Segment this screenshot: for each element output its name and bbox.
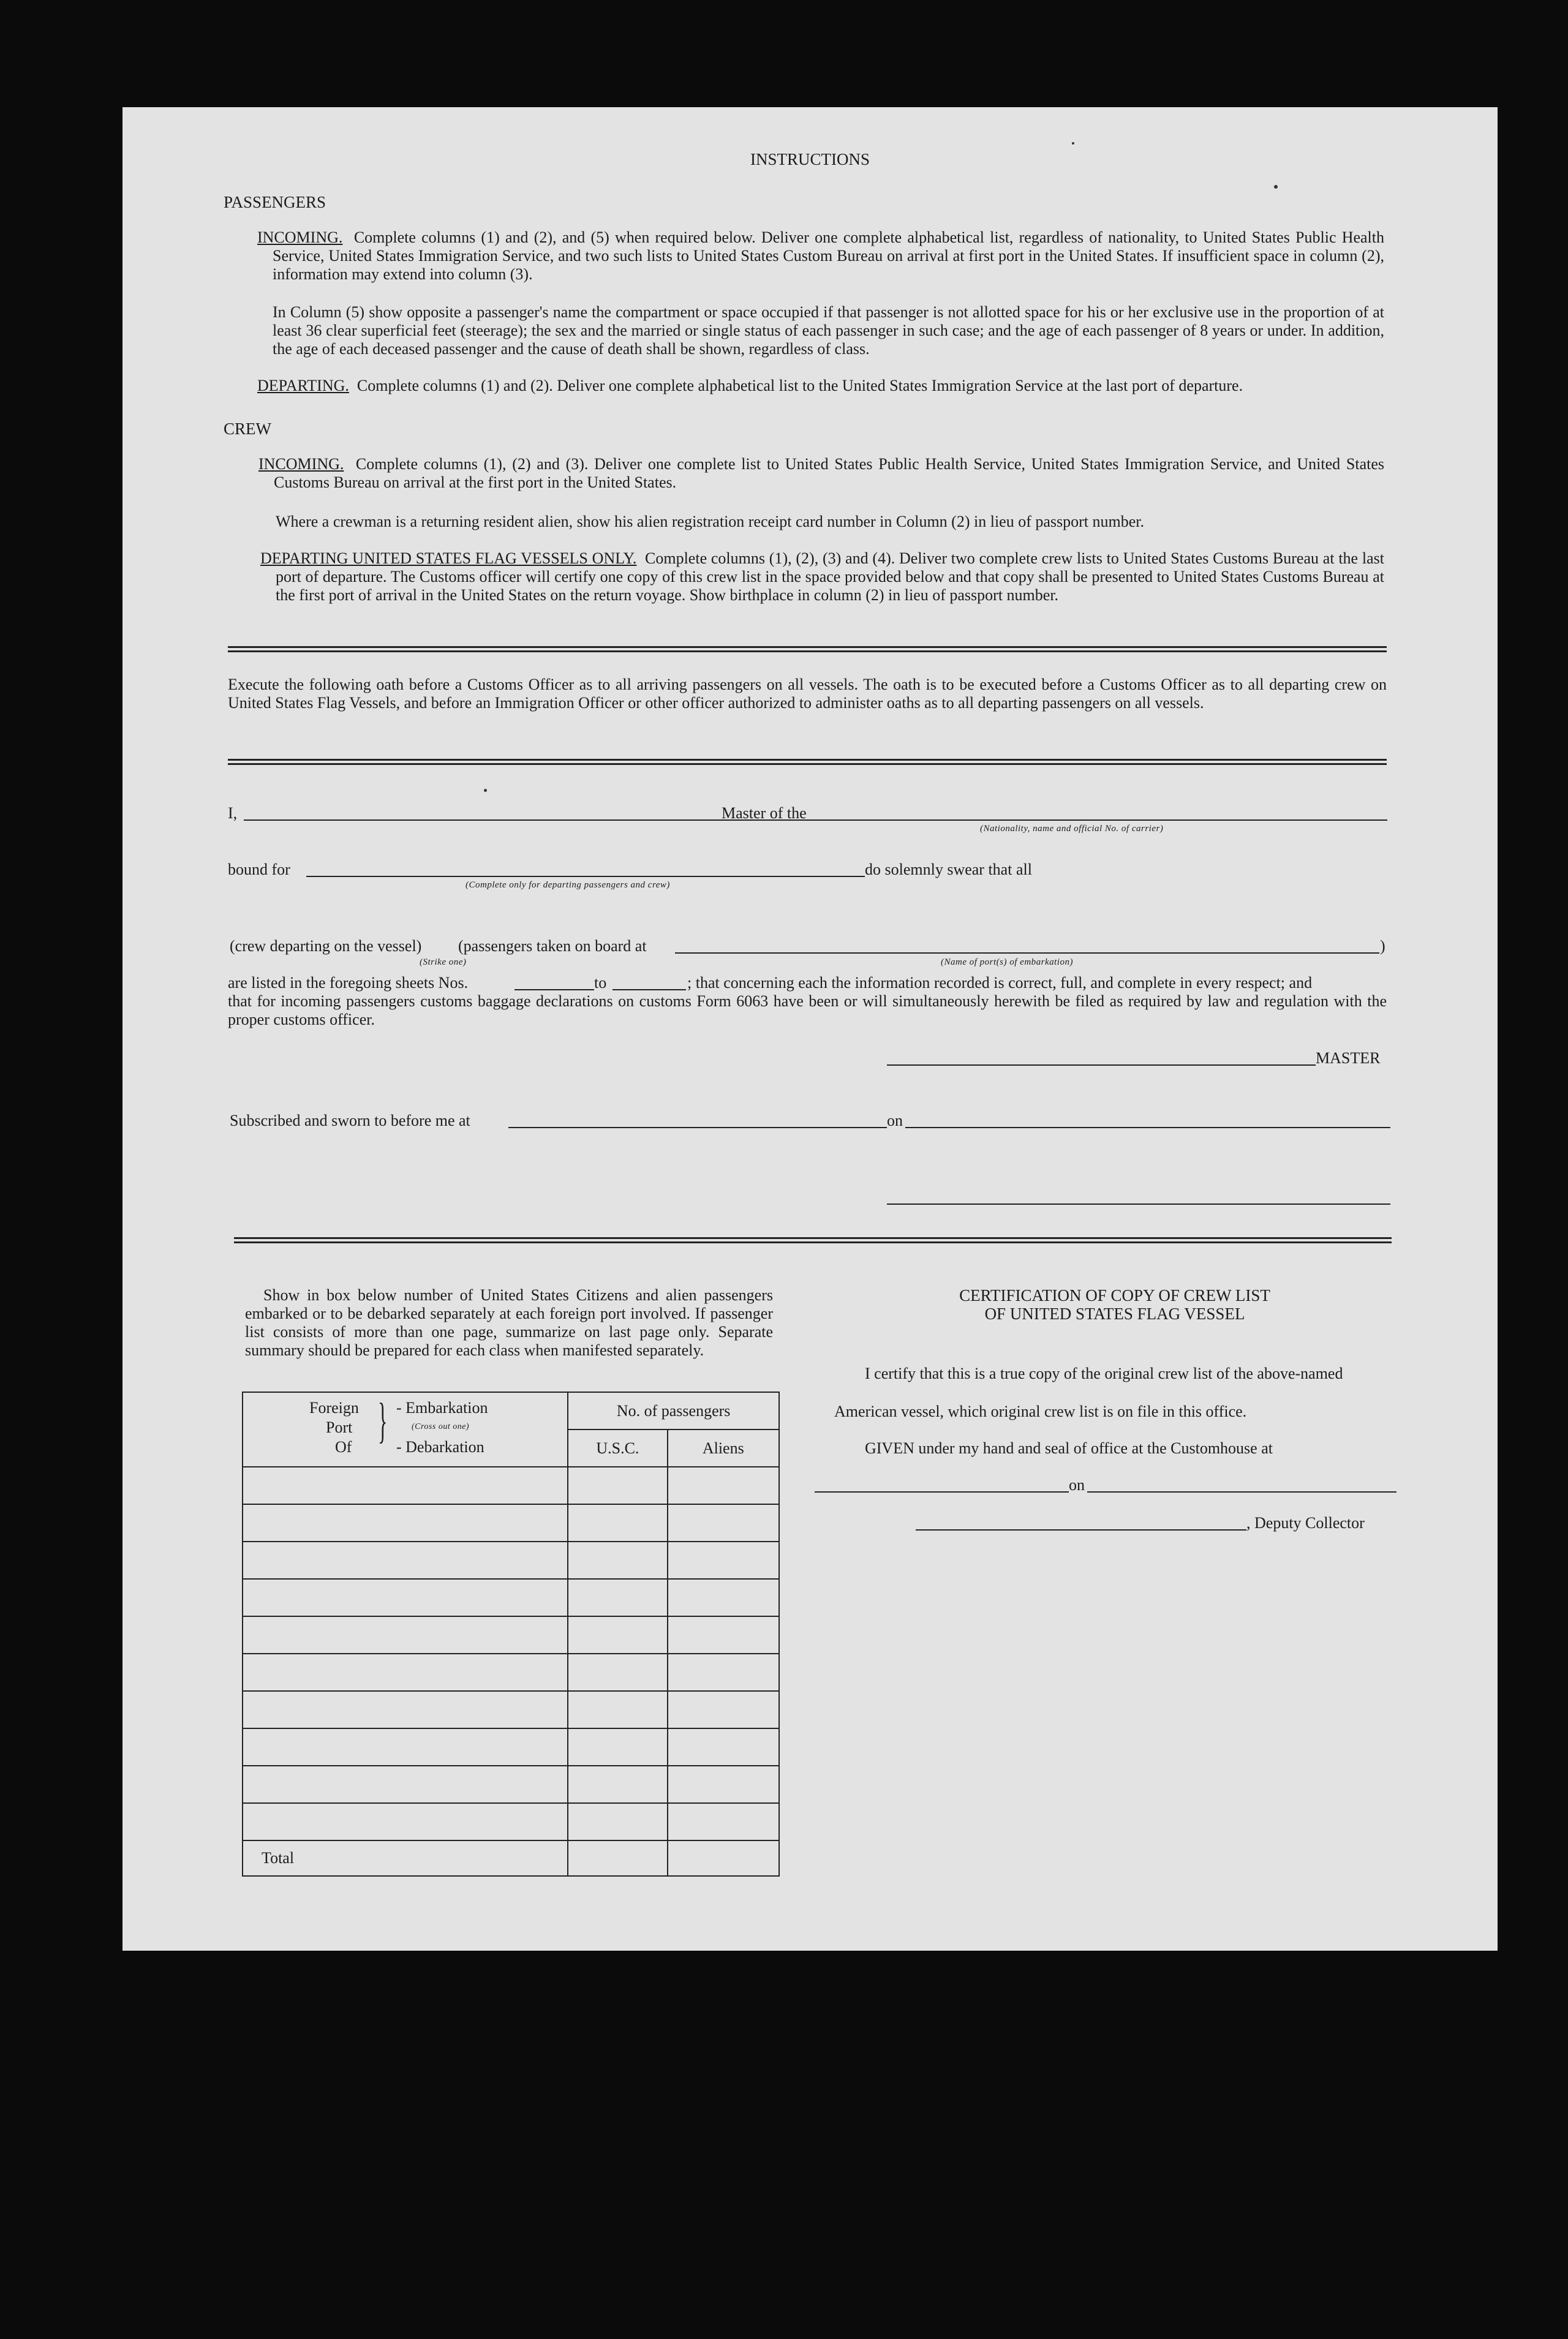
usc-cell[interactable] bbox=[568, 1467, 667, 1504]
ports-caption: (Name of port(s) of embarkation) bbox=[941, 957, 1073, 967]
port-cell[interactable] bbox=[243, 1728, 568, 1766]
passengers-departing-label: DEPARTING. bbox=[257, 377, 349, 394]
summary-instruction: Show in box below number of United States Citizens and alien passengers embarked or to be debarked separately at each foreign port involved. If passenger list consists of more than one page, summarize on last page only. Separate summary should be prepared for each class when manifested separately. bbox=[245, 1286, 773, 1359]
subscribed-label: Subscribed and sworn to before me at bbox=[230, 1112, 470, 1129]
embarkation-ports-field[interactable] bbox=[675, 952, 1379, 954]
port-cell[interactable] bbox=[243, 1654, 568, 1691]
usc-cell[interactable] bbox=[568, 1728, 667, 1766]
certification-line-3: GIVEN under my hand and seal of office at the Customhouse at bbox=[865, 1439, 1273, 1457]
certification-title-2: OF UNITED STATES FLAG VESSEL bbox=[984, 1305, 1245, 1323]
oath-i-label: I, bbox=[228, 804, 238, 822]
table-row bbox=[243, 1467, 779, 1504]
crew-incoming-text: Complete columns (1), (2) and (3). Deliver one complete list to United States Public Health Service, United States Immigration Service, and United States Customs Bureau on arrival at the first port in the United States. bbox=[274, 455, 1384, 491]
passenger-summary-table bbox=[242, 1392, 780, 1877]
speck-mark bbox=[484, 789, 487, 792]
usc-cell[interactable] bbox=[568, 1579, 667, 1616]
port-cell[interactable] bbox=[243, 1766, 568, 1803]
aliens-cell[interactable] bbox=[668, 1467, 779, 1504]
carrier-field[interactable] bbox=[827, 819, 1387, 821]
master-of-label: Master of the bbox=[722, 804, 807, 822]
speck-mark bbox=[1072, 142, 1074, 145]
passengers-incoming-label: INCOMING. bbox=[257, 228, 343, 246]
usc-cell[interactable] bbox=[568, 1616, 667, 1654]
listed-prefix: are listed in the foregoing sheets Nos. bbox=[228, 974, 469, 992]
oath-instruction: Execute the following oath before a Customs Officer as to all arriving passengers on all vessels. The oath is to be executed before a Customs Officer as to all departing crew on United States Flag Vessels, and before an Immigration Officer or other officer authorized to administer oaths as to all departing passengers on all vessels. bbox=[228, 676, 1387, 712]
total-usc-cell[interactable] bbox=[568, 1840, 667, 1876]
aliens-cell[interactable] bbox=[668, 1691, 779, 1728]
port-cell[interactable] bbox=[243, 1616, 568, 1654]
crew-departing-label: DEPARTING UNITED STATES FLAG VESSELS ONLY. bbox=[260, 549, 637, 567]
customhouse-field[interactable] bbox=[815, 1491, 1069, 1493]
master-signature-field[interactable] bbox=[887, 1064, 1316, 1066]
officer-signature-field[interactable] bbox=[887, 1203, 1390, 1205]
oath-divider bbox=[228, 759, 1387, 765]
foreign-port-header bbox=[243, 1392, 568, 1467]
table-row bbox=[243, 1766, 779, 1803]
port-label: Port bbox=[326, 1418, 353, 1436]
total-row bbox=[243, 1840, 779, 1876]
usc-cell[interactable] bbox=[568, 1691, 667, 1728]
aliens-header: Aliens bbox=[668, 1429, 779, 1467]
brace-icon: } bbox=[378, 1394, 388, 1448]
certification-line-2: American vessel, which original crew list is on file in this office. bbox=[834, 1403, 1247, 1420]
certification-title-1: CERTIFICATION OF COPY OF CREW LIST bbox=[959, 1286, 1270, 1305]
section-divider bbox=[228, 646, 1387, 652]
sworn-on-label: on bbox=[887, 1112, 903, 1129]
listed-text-2: that for incoming passengers customs baggage declarations on customs Form 6063 have been or will simultaneously herewith be filed as required by law and regulation with the proper customs officer. bbox=[228, 992, 1387, 1028]
master-label: MASTER bbox=[1316, 1049, 1381, 1067]
certification-line-1: I certify that this is a true copy of the original crew list of the above-named bbox=[865, 1365, 1343, 1382]
sheet-from-field[interactable] bbox=[514, 989, 594, 990]
deputy-collector-label: , Deputy Collector bbox=[1246, 1514, 1365, 1532]
usc-cell[interactable] bbox=[568, 1504, 667, 1542]
listed-rest: ; that concerning each the information recorded is correct, full, and complete in every respect; and bbox=[687, 974, 1313, 992]
passengers-departing-paragraph bbox=[257, 377, 1384, 395]
aliens-cell[interactable] bbox=[668, 1728, 779, 1766]
crew-departing-text: Complete columns (1), (2), (3) and (4). Deliver two complete crew lists to United States Customs Bureau at the last port of departure. The Customs officer will certify one copy of this crew list in the space provided below and that copy shall be presented to United States Customs Bureau at the first port of arrival in the United States on the return voyage. Show birthplace in column (2) in lieu of passport number. bbox=[276, 549, 1384, 604]
deputy-signature-field[interactable] bbox=[916, 1529, 1246, 1531]
bound-for-caption: (Complete only for departing passengers and crew) bbox=[466, 880, 670, 890]
port-cell[interactable] bbox=[243, 1542, 568, 1579]
cross-out-caption: (Cross out one) bbox=[412, 1422, 470, 1431]
aliens-cell[interactable] bbox=[668, 1504, 779, 1542]
usc-cell[interactable] bbox=[568, 1542, 667, 1579]
crew-resident-paragraph: Where a crewman is a returning resident alien, show his alien registration receipt card number in Column (2) in lieu of passport number. bbox=[276, 513, 1145, 530]
crew-incoming-label: INCOMING. bbox=[258, 455, 344, 473]
foreign-label: Foreign bbox=[309, 1399, 359, 1417]
swear-text: do solemnly swear that all bbox=[865, 861, 1032, 878]
passengers-incoming-text: Complete columns (1) and (2), and (5) when required below. Deliver one complete alphabetical list, regardless of nationality, to United States Public Health Service, United States Immigration Service, and two such lists to United States Custom Bureau on arrival at first port in the United States. If insufficient space in column (2), information may extend into column (3). bbox=[273, 228, 1384, 283]
of-label: Of bbox=[335, 1438, 352, 1456]
usc-header: U.S.C. bbox=[568, 1429, 667, 1467]
total-aliens-cell[interactable] bbox=[668, 1840, 779, 1876]
table-row bbox=[243, 1691, 779, 1728]
table-row bbox=[243, 1728, 779, 1766]
aliens-cell[interactable] bbox=[668, 1616, 779, 1654]
port-cell[interactable] bbox=[243, 1504, 568, 1542]
close-paren: ) bbox=[1380, 937, 1385, 955]
no-of-passengers-header: No. of passengers bbox=[568, 1392, 779, 1429]
aliens-cell[interactable] bbox=[668, 1766, 779, 1803]
strike-caption: (Strike one) bbox=[420, 957, 467, 967]
bound-for-label: bound for bbox=[228, 861, 290, 878]
usc-cell[interactable] bbox=[568, 1766, 667, 1803]
crew-title: CREW bbox=[224, 420, 271, 438]
table-row bbox=[243, 1654, 779, 1691]
port-cell[interactable] bbox=[243, 1803, 568, 1840]
table-row bbox=[243, 1803, 779, 1840]
usc-cell[interactable] bbox=[568, 1803, 667, 1840]
aliens-cell[interactable] bbox=[668, 1542, 779, 1579]
port-cell[interactable] bbox=[243, 1691, 568, 1728]
aliens-cell[interactable] bbox=[668, 1654, 779, 1691]
carrier-caption: (Nationality, name and official No. of carrier) bbox=[980, 824, 1164, 834]
to-label: to bbox=[594, 974, 607, 992]
sworn-date-field[interactable] bbox=[905, 1127, 1390, 1128]
table-row bbox=[243, 1579, 779, 1616]
bound-for-field[interactable] bbox=[306, 876, 865, 877]
debarkation-label[interactable]: - Debarkation bbox=[396, 1438, 484, 1456]
passengers-departing-text: Complete columns (1) and (2). Deliver one complete alphabetical list to the United States Immigration Service at the last port of departure. bbox=[356, 377, 1243, 394]
certification-date-field[interactable] bbox=[1087, 1491, 1396, 1493]
sheet-to-field[interactable] bbox=[612, 989, 686, 990]
sworn-place-field[interactable] bbox=[508, 1127, 887, 1128]
form-page bbox=[123, 107, 1498, 1951]
crew-departing-option[interactable]: (crew departing on the vessel) bbox=[230, 937, 422, 955]
port-cell[interactable] bbox=[243, 1579, 568, 1616]
crew-departing-paragraph bbox=[260, 549, 1384, 605]
summary-divider bbox=[234, 1237, 1392, 1243]
embarkation-label[interactable]: - Embarkation bbox=[396, 1399, 488, 1417]
passengers-taken-option[interactable]: (passengers taken on board at bbox=[458, 937, 647, 955]
speck-mark bbox=[1274, 185, 1278, 189]
passengers-column5-paragraph: In Column (5) show opposite a passenger's name the compartment or space occupied if that passenger is not allotted space for his or her exclusive use in the proportion of at least 36 clear superficial feet (steerage); the sex and the married or single status of each passenger in such case; and the age of each passenger of 8 years or under. In addition, the age of each deceased passenger and the cause of death shall be shown, regardless of class. bbox=[273, 303, 1384, 358]
port-cell[interactable] bbox=[243, 1467, 568, 1504]
usc-cell[interactable] bbox=[568, 1654, 667, 1691]
aliens-cell[interactable] bbox=[668, 1579, 779, 1616]
table-row bbox=[243, 1542, 779, 1579]
passengers-title: PASSENGERS bbox=[224, 193, 326, 211]
certification-on-label: on bbox=[1069, 1476, 1085, 1494]
table-row bbox=[243, 1504, 779, 1542]
passengers-incoming-paragraph bbox=[257, 228, 1384, 284]
crew-incoming-paragraph bbox=[258, 455, 1384, 492]
instructions-heading: INSTRUCTIONS bbox=[750, 150, 870, 168]
total-label: Total bbox=[243, 1840, 568, 1876]
table-row bbox=[243, 1616, 779, 1654]
aliens-cell[interactable] bbox=[668, 1803, 779, 1840]
